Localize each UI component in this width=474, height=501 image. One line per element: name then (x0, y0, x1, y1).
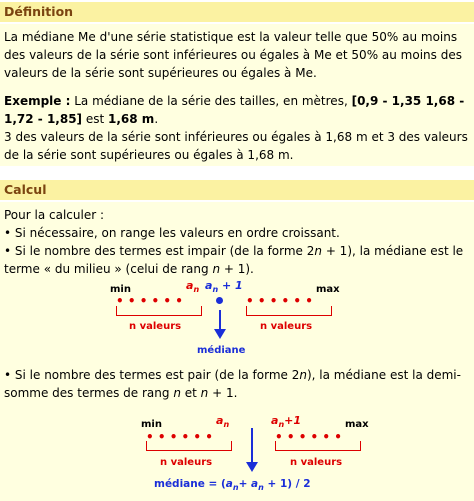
bullet-2-text-b: + 1), la médiane est le terme « du milieu » (celui de rang (4, 244, 464, 276)
calcul-title: Calcul (4, 182, 47, 197)
an-subscript: n (193, 285, 200, 295)
diagram2-bracket-left (146, 441, 232, 451)
diagram2-bracket-right (275, 441, 361, 451)
bullet-3-n: n (299, 368, 307, 382)
diagram1-bracket-right (246, 306, 332, 316)
diagram1-arrow-shaft (219, 310, 221, 330)
an-subscript: n (223, 420, 230, 430)
calcul-bullet-2 (4, 242, 470, 278)
diagram1-n-valeurs-left: n valeurs (129, 321, 182, 332)
diagram2-arrow-down-icon (246, 462, 258, 472)
formula-end: + 1) / 2 (263, 478, 311, 490)
formula-n1: n (232, 483, 239, 493)
formula-n2: n (258, 483, 264, 493)
bullet-2-text-c: + 1). (220, 262, 254, 276)
example-result: 1,68 m (108, 112, 155, 126)
calcul-bullet-3 (4, 366, 470, 402)
calcul-intro: Pour la calculer : (4, 208, 105, 222)
example-explanation: 3 des valeurs de la série sont inférieures ou égales à 1,68 m et 3 des valeurs de la série sont supérieures ou égales à 1,68 m. (4, 130, 468, 162)
an1-subscript: n (278, 420, 285, 430)
bullet-2-text-a: Si le nombre des termes est impair (de la forme 2 (14, 244, 315, 258)
formula-plus: + (238, 478, 252, 490)
diagram1-median-dot (216, 297, 223, 304)
an-letter: a (186, 279, 194, 292)
example-text-mid: est (82, 112, 109, 126)
an1-subscript: n (212, 285, 219, 295)
example-label: Exemple : (4, 94, 71, 108)
an1-plus: + 1 (218, 279, 243, 292)
bullet-3-text-b: ), la médiane est la demi-somme des termes de rang (4, 368, 461, 400)
diagram1-n-valeurs-right: n valeurs (260, 321, 313, 332)
bullet-2-n: n (314, 244, 322, 258)
diagram1-dots-right: • • • • • • (246, 294, 313, 308)
diagram2-mediane-formula (154, 478, 311, 492)
bullet-icon: • (4, 244, 15, 258)
diagram2-n-valeurs-left: n valeurs (160, 457, 213, 468)
bullet-icon: • (4, 368, 15, 382)
calcul-bullet-3-wrap (0, 366, 474, 406)
calcul-bullet-1 (4, 224, 470, 242)
diagram2-min-label: min (141, 419, 162, 430)
diagram1-arrow-down-icon (214, 329, 226, 339)
definition-panel (0, 24, 474, 166)
bullet-3-n3: n (200, 386, 209, 400)
calcul-header (0, 180, 474, 200)
diagram1-an-label (186, 279, 199, 294)
example-text-before: La médiane de la série des tailles, en mètres, (70, 94, 352, 108)
diagram2-an-label (216, 414, 229, 429)
definition-title: Définition (4, 4, 74, 19)
formula-a2: a (251, 478, 259, 490)
diagram2-n-valeurs-right: n valeurs (290, 457, 343, 468)
definition-text: La médiane Me d'une série statistique est la valeur telle que 50% au moins des valeurs de la série sont inférieures ou égales à Me et 50% au moins des valeurs de la série sont supérieures ou égales à Me. (4, 30, 462, 80)
formula-prefix: médiane = ( (154, 478, 226, 490)
bullet-3-text-a: Si le nombre des termes est pair (de la forme 2 (14, 368, 300, 382)
diagram2-max-label: max (345, 419, 369, 430)
diagram1-max-label: max (316, 284, 340, 295)
diagram1-mediane-label: médiane (197, 345, 246, 356)
bullet-3-text-c: et (180, 386, 201, 400)
diagram1-an1-label (205, 279, 243, 294)
bullet-2-n2: n (212, 262, 221, 276)
diagram2-dots-left: • • • • • • (146, 430, 213, 444)
an1-plus: +1 (284, 414, 302, 427)
an1-letter: a (205, 279, 213, 292)
formula-a1: a (225, 478, 233, 490)
bullet-icon: • (4, 226, 15, 240)
definition-header (0, 2, 474, 22)
diagram2-dots-right: • • • • • • (275, 430, 342, 444)
diagram1-bracket-left (116, 306, 202, 316)
bullet-3-text-d: + 1. (208, 386, 238, 400)
example-series: [0,9 - 1,35 1,68 - 1,72 - 1,85] (4, 94, 465, 126)
bullet-1-text: Si nécessaire, on range les valeurs en ordre croissant. (14, 226, 340, 240)
diagram2-arrow-shaft (251, 428, 253, 464)
diagram1-min-label: min (110, 284, 131, 295)
bullet-3-n2: n (173, 386, 181, 400)
diagram1-dots-left: • • • • • • (116, 294, 183, 308)
an-letter: a (216, 414, 224, 427)
example-paragraph (4, 92, 470, 128)
an1-letter: a (271, 414, 279, 427)
diagram2-an1-label (271, 414, 301, 429)
example-text-after: . (154, 112, 159, 126)
